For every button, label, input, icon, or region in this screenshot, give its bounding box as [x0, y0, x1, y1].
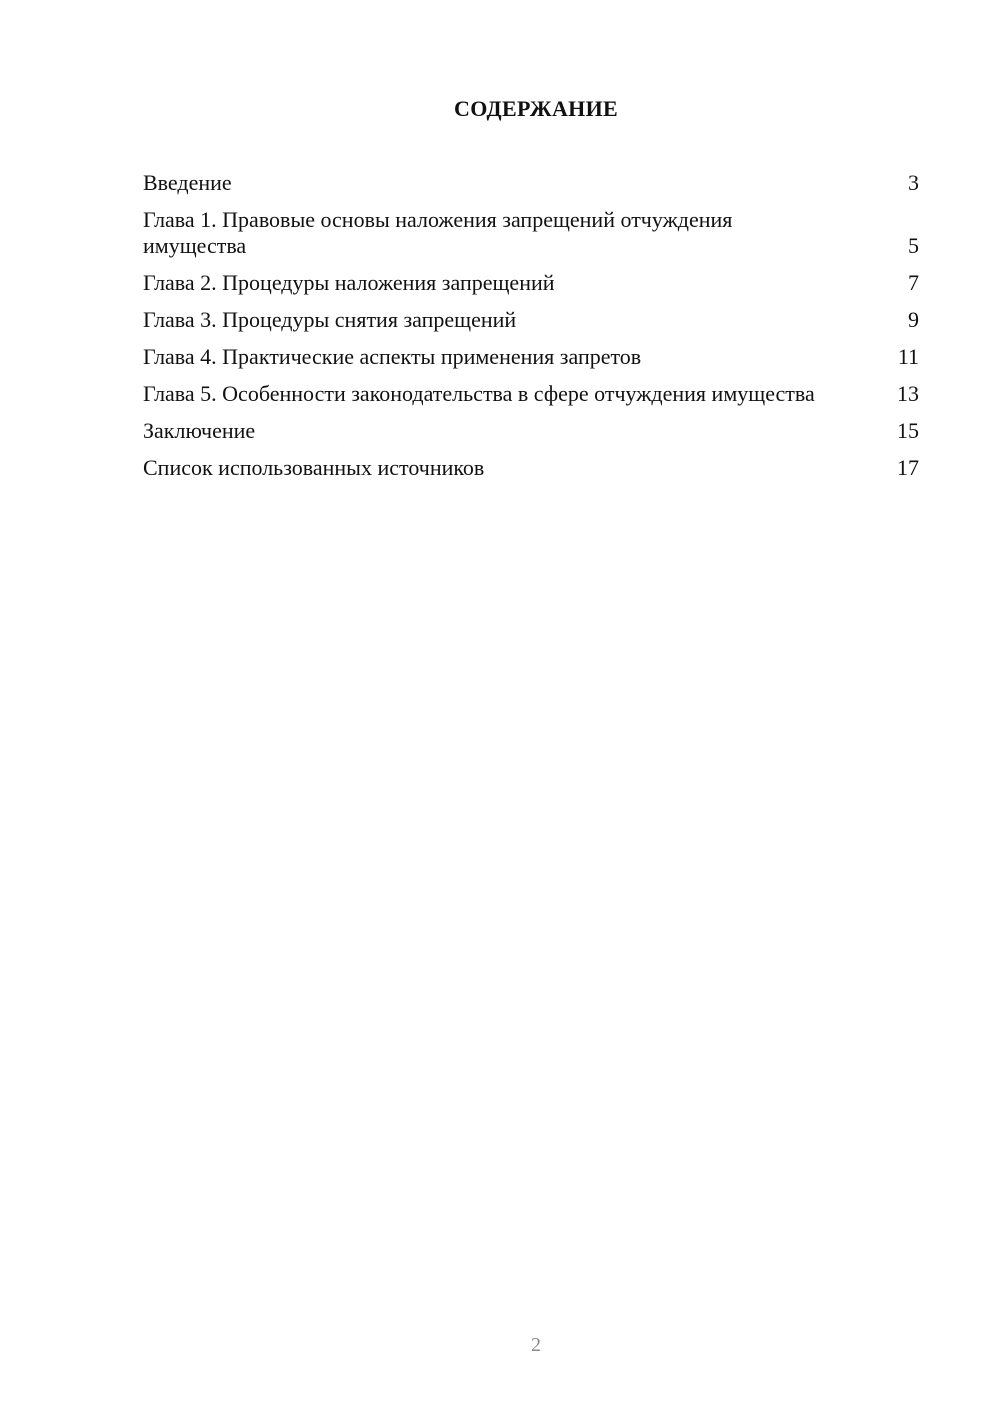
- toc-entry-label: Глава 4. Практические аспекты применения запретов: [143, 344, 642, 369]
- toc-entry-chapter-1: [143, 207, 919, 259]
- toc-entry-label: Глава 2. Процедуры наложения запрещений: [143, 270, 555, 295]
- toc-entry-page: 9: [908, 307, 919, 332]
- toc-entry-introduction: [143, 170, 919, 196]
- toc-entry-page: 17: [897, 455, 919, 480]
- toc-entry-label: Глава 5. Особенности законодательства в сфере отчуждения имущества: [143, 381, 815, 406]
- toc-entry-label: Введение: [143, 170, 232, 195]
- toc-entry-chapter-4: [143, 344, 919, 370]
- toc-entry-chapter-5: [143, 381, 919, 407]
- page-title: СОДЕРЖАНИЕ: [454, 96, 618, 121]
- toc-entry-page: 5: [908, 233, 919, 258]
- toc-entry-page: 15: [897, 418, 919, 443]
- toc-entry-chapter-3: [143, 307, 919, 333]
- toc-entry-page: 3: [908, 170, 919, 195]
- table-of-contents: [143, 170, 919, 492]
- toc-entry-label: Глава 1. Правовые основы наложения запрещений отчуждения имущества: [143, 207, 733, 258]
- toc-entry-conclusion: [143, 418, 919, 444]
- toc-entry-chapter-2: [143, 270, 919, 296]
- page-number: 2: [531, 1334, 541, 1356]
- toc-entry-label: Заключение: [143, 418, 256, 443]
- toc-entry-references: [143, 455, 919, 481]
- toc-entry-page: 11: [897, 344, 919, 369]
- toc-entry-page: 7: [908, 270, 919, 295]
- toc-entry-label: Список использованных источников: [143, 455, 485, 480]
- toc-entry-label: Глава 3. Процедуры снятия запрещений: [143, 307, 517, 332]
- toc-entry-page: 13: [897, 381, 919, 406]
